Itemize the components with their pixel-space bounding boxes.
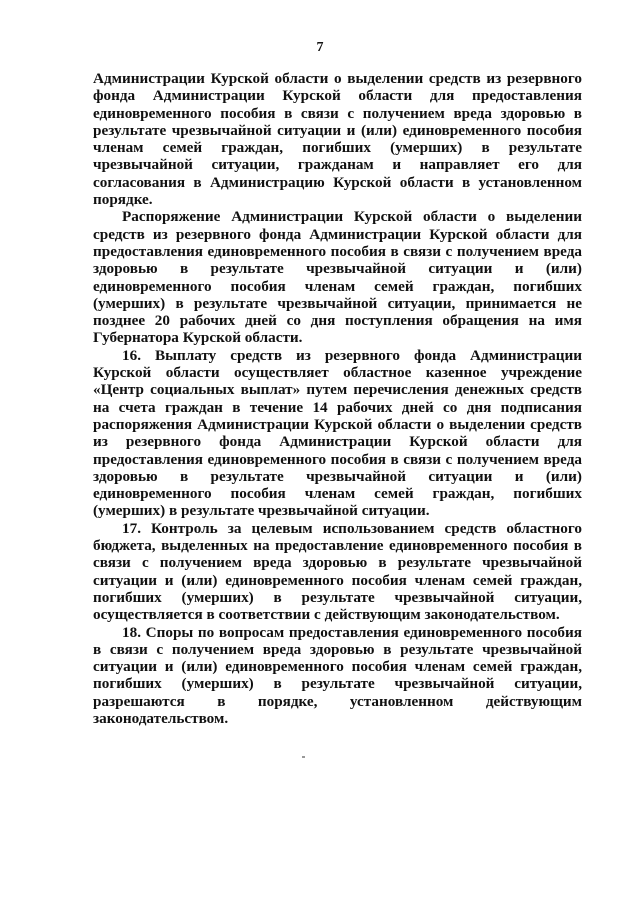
paragraph-continuation: Администрации Курской области о выделении средств из резервного фонда Администрации Курской области для предоставления единовременного пособия в связи с получением вреда здоровью в результате чрезвычайной ситуации и (или) единовременного пособия членам семей граждан, погибших (умерших) в результате чрезвычайной ситуации, гражданам и направляет его для согласования в Администрацию Курской области в установленном порядке. [93, 70, 582, 209]
paragraph-directive: Распоряжение Администрации Курской области о выделении средств из резервного фонда Администрации Курской области для предоставления единовременного пособия в связи с получением вреда здоровью в результате чрезвычайной ситуации и (или) единовременного пособия членам семей граждан, погибших (умерших) в результате чрезвычайной ситуации, принимается не позднее 20 рабочих дней со дня поступления обращения на имя Губернатора Курской области. [93, 208, 582, 347]
paragraph-item-17: 17. Контроль за целевым использованием средств областного бюджета, выделенных на предоставление единовременного пособия в связи с получением вреда здоровью в результате чрезвычайной ситуации и (или) единовременного пособия членам семей граждан, погибших (умерших) в результате чрезвычайной ситуации, осуществляется в соответствии с действующим законодательством. [93, 519, 582, 624]
scan-speck [302, 756, 305, 758]
paragraph-item-16: 16. Выплату средств из резервного фонда Администрации Курской области осуществляет областное казенное учреждение «Центр социальных выплат» путем перечисления денежных средств на счета граждан в течение 14 рабочих дней со дня подписания распоряжения Администрации Курской области о выделении средств из резервного фонда Администрации Курской области для предоставления единовременного пособия в связи с получением вреда здоровью в результате чрезвычайной ситуации и (или) единовременного пособия членам семей граждан, погибших (умерших) в результате чрезвычайной ситуации. [93, 346, 582, 520]
page-number: 7 [316, 40, 324, 55]
document-body [93, 70, 582, 727]
paragraph-item-18: 18. Споры по вопросам предоставления единовременного пособия в связи с получением вреда здоровью в результате чрезвычайной ситуации и (или) единовременного пособия членам семей граждан, погибших (умерших) в результате чрезвычайной ситуации, разрешаются в порядке, установленном действующим законодательством. [93, 623, 582, 727]
